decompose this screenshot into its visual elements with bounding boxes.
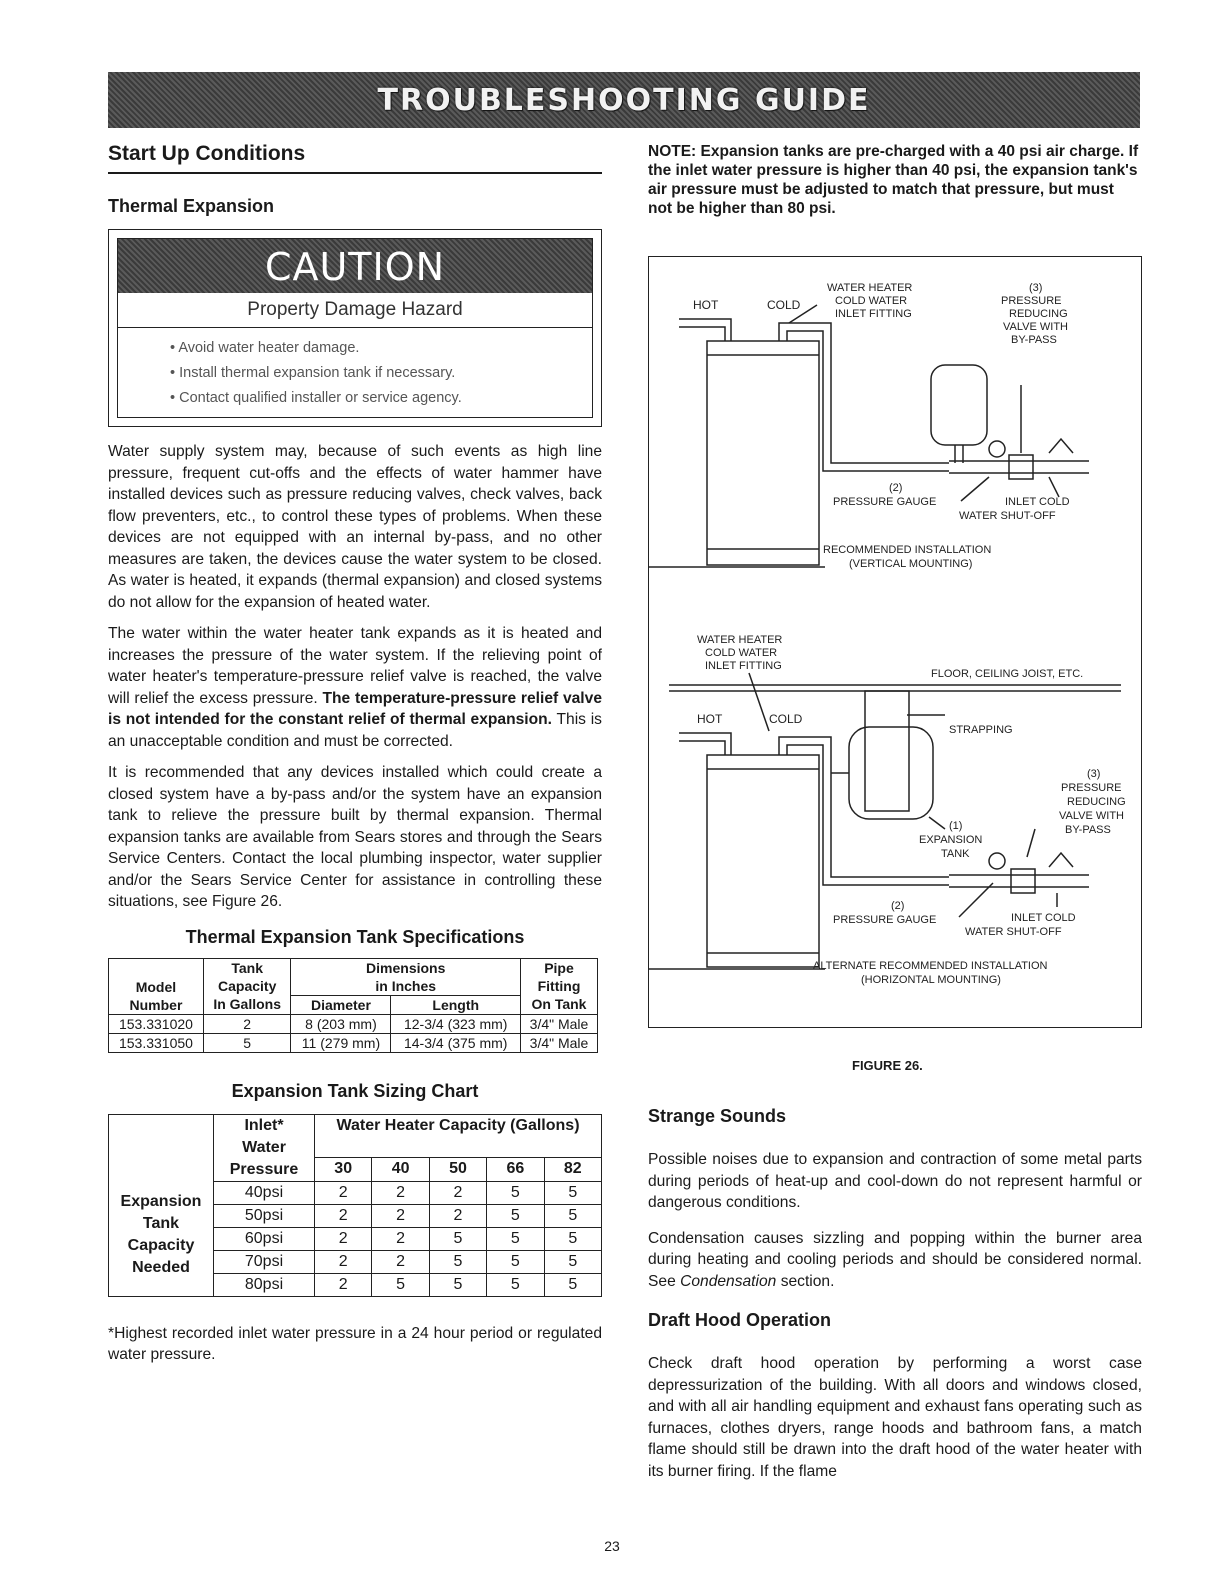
spec-header-text: In Gallons [213,995,282,1012]
water-heater-tank-2 [707,755,819,967]
caption-vertical: (VERTICAL MOUNTING) [849,558,973,570]
strapping [865,691,909,811]
label-fitting-top: COLD WATER [835,295,908,307]
table-cell: 5 [429,1227,486,1250]
spec-table [108,958,598,1053]
label-cold-top: COLD [767,298,801,312]
figure-26 [648,256,1142,1028]
label-fitting-top: INLET FITTING [835,308,912,320]
table-cell: 80psi [214,1273,315,1296]
table-cell: 5 [487,1181,544,1204]
shutoff-valve-icon [1049,439,1073,453]
label-tank: TANK [941,848,970,860]
label-gauge-top: (2) [889,482,903,494]
label-prv-top: VALVE WITH [1003,321,1068,333]
page-number: 23 [604,1538,620,1554]
table-cell: 2 [315,1181,372,1204]
table-cell: 3/4" Male [520,1033,597,1052]
sizing-header-inlet [214,1114,315,1181]
table-cell: 14-3/4 (375 mm) [391,1033,521,1052]
table-cell: 40psi [214,1181,315,1204]
spec-header-text: Model [135,978,177,995]
table-cell: 5 [487,1227,544,1250]
table-cell: 2 [315,1273,372,1296]
label-gauge-top: PRESSURE GAUGE [833,496,937,508]
spec-header-length: Length [391,995,521,1014]
label-fitting-top: WATER HEATER [827,282,913,294]
label-strapping: STRAPPING [949,724,1013,736]
sizing-row-label-text: Capacity [127,1237,195,1254]
spec-header-dimensions [291,958,521,995]
caution-subheading: Property Damage Hazard [118,293,592,328]
table-cell: 5 [372,1273,429,1296]
label-shutoff-top: WATER SHUT-OFF [959,510,1056,522]
figure-caption: FIGURE 26. [852,1058,923,1073]
label-cold-bottom: COLD [769,712,803,726]
caption-vertical: RECOMMENDED INSTALLATION [823,544,992,556]
banner-title: TROUBLESHOOTING GUIDE [377,82,871,118]
section-title: Start Up Conditions [108,142,602,174]
table-cell: 2 [429,1204,486,1227]
spec-header-text: Number [129,996,183,1013]
prv-valve-icon [1009,455,1033,479]
right-column-lower [648,1106,1142,1482]
spec-header-text: in Inches [375,977,437,994]
water-heater-tank [707,341,819,565]
label-fitting-bottom: WATER HEATER [697,634,783,646]
spec-header-text: On Tank [531,995,587,1012]
spec-header-tank [203,958,291,1014]
left-column [108,142,602,1366]
sizing-row-label-text: Expansion [120,1193,202,1210]
table-cell: 5 [487,1273,544,1296]
sizing-capacity-header: 82 [544,1157,601,1181]
sizing-chart-table [108,1114,602,1297]
label-prv-top: REDUCING [1009,308,1068,320]
paragraph-text: This is an unacceptable condition and must be corrected. [108,711,602,750]
paragraph-recommendation: It is recommended that any devices installed which could create a closed system have a by-pass and/or the system have an expansion tank to relieve the pressure built by thermal expansion. Thermal expansion tanks are available from Sears stores and through the Sears Service Centers. Contact the local plumbing inspector, water supplier and/or the Sears Service Center for assistance in controlling these situations, see Figure 26. [108,764,602,910]
label-hot-top: HOT [693,298,719,312]
caption-horizontal: (HORIZONTAL MOUNTING) [861,974,1001,986]
sizing-capacity-header: 30 [315,1157,372,1181]
table-cell: 2 [429,1181,486,1204]
spec-header-diameter: Diameter [291,995,391,1014]
sizing-chart-title: Expansion Tank Sizing Chart [231,1080,479,1101]
table-cell: 5 [544,1181,601,1204]
draft-hood-title: Draft Hood Operation [648,1310,831,1330]
sizing-row-label-text: Needed [132,1259,190,1276]
table-cell: 2 [315,1204,372,1227]
spec-header-text: Dimensions [366,959,446,976]
right-column [648,142,1142,218]
label-shutoff-bottom: INLET COLD [1011,912,1076,924]
table-cell: 11 (279 mm) [291,1033,391,1052]
expansion-note: NOTE: Expansion tanks are pre-charged with a 40 psi air charge. If the inlet water pressure is higher than 40 psi, the expansion tank's air pressure must be adjusted to match that pressure, but must not be higher than 80 psi. [648,143,1139,217]
label-prv-bottom: REDUCING [1067,796,1126,808]
caution-item: • Contact qualified installer or service agency. [170,386,592,411]
paragraph-text: Condensation causes sizzling and popping within the burner area during heating and cooling periods and should be considered normal. See [648,1229,1142,1290]
table-cell: 2 [372,1250,429,1273]
label-prv-top: (3) [1029,282,1043,294]
spec-header-model [109,958,204,1014]
table-cell: 12-3/4 (323 mm) [391,1014,521,1033]
sizing-row-label-text: Tank [142,1215,180,1232]
table-cell: 2 [315,1227,372,1250]
label-prv-bottom: VALVE WITH [1059,810,1124,822]
table-cell: 153.331050 [109,1033,204,1052]
spec-header-pipe [520,958,597,1014]
strange-sounds-paragraph: Possible noises due to expansion and contraction of some metal parts during periods of heat-up and cool-down do not represent harmful or dangerous conditions. [648,1151,1142,1211]
paragraph-bold-warning: The temperature-pressure relief valve is not intended for the constant relief of thermal expansion. [108,689,602,728]
caution-item: • Install thermal expansion tank if necessary. [170,361,592,386]
strange-sounds-title: Strange Sounds [648,1106,787,1126]
table-cell: 2 [315,1250,372,1273]
table-cell: 2 [372,1204,429,1227]
caution-item: • Avoid water heater damage. [170,336,592,361]
spec-table-title: Thermal Expansion Tank Specifications [185,926,525,947]
sizing-capacity-header: 50 [429,1157,486,1181]
label-prv-bottom: PRESSURE [1061,782,1122,794]
table-row [109,1014,598,1033]
caption-horizontal: ALTERNATE RECOMMENDED INSTALLATION [813,960,1048,972]
table-cell: 70psi [214,1250,315,1273]
caution-list [118,328,592,417]
sizing-row-label [109,1114,214,1296]
expansion-tank-horizontal [849,727,933,819]
label-prv-top: BY-PASS [1011,334,1057,346]
label-prv-bottom: (3) [1087,768,1101,780]
label-gauge-bottom: (2) [891,900,905,912]
table-cell: 5 [429,1250,486,1273]
table-cell: 2 [372,1181,429,1204]
table-cell: 3/4" Male [520,1014,597,1033]
paragraph-supply-system: Water supply system may, because of such events as high line pressure, frequent cut-offs and the effects of water hammer have installed devices such as pressure reducing valves, check valves, back flow preventers, etc., to control these types of problems. When these devices are not equipped with an internal by-pass, and no other measures are taken, the devices cause the water system to be closed. As water is heated, it expands (thermal expansion) and closed systems do not allow for the expansion of heated water. [108,443,602,611]
paragraph-text: section. [780,1272,835,1290]
label-tank: (1) [949,820,963,832]
label-shutoff-bottom: WATER SHUT-OFF [965,926,1062,938]
caution-heading: CAUTION [118,239,592,293]
condensation-paragraph [648,1228,1142,1293]
label-shutoff-top: INLET COLD [1005,496,1070,508]
draft-hood-paragraph: Check draft hood operation by performing a worst case depressurization of the building. With all doors and windows closed, and with all air handling equipment and exhaust fans operating such as furnaces, clothes dryers, range hoods and bathroom fans, a match flame should still be drawn into the draft hood of the water heater with its burner firing. If the flame [648,1355,1142,1480]
table-cell: 5 [487,1204,544,1227]
pressure-gauge-icon [989,441,1005,457]
label-fitting-bottom: INLET FITTING [705,660,782,672]
table-cell: 5 [429,1273,486,1296]
shutoff-valve-icon [1049,853,1073,867]
expansion-tank-vertical [931,365,987,445]
label-fitting-bottom: COLD WATER [705,647,778,659]
section-banner [108,72,1140,128]
sizing-header-text: Water [242,1138,286,1156]
caution-box [108,229,602,427]
spec-header-text: Fitting [537,977,581,994]
spec-header-text: Tank [231,959,263,976]
prv-valve-icon [1011,869,1035,893]
table-cell: 2 [372,1227,429,1250]
spec-header-text: Pipe [544,959,574,976]
table-cell: 8 (203 mm) [291,1014,391,1033]
installation-diagram [649,257,1141,1027]
label-gauge-bottom: PRESSURE GAUGE [833,914,937,926]
label-floor: FLOOR, CEILING JOIST, ETC. [931,668,1084,680]
table-cell: 5 [544,1227,601,1250]
sizing-header-capacity: Water Heater Capacity (Gallons) [315,1114,602,1137]
table-cell: 5 [544,1273,601,1296]
sizing-capacity-header: 40 [372,1157,429,1181]
label-tank: EXPANSION [919,834,983,846]
label-hot-bottom: HOT [697,712,723,726]
spec-header-text: Capacity [218,977,277,994]
pressure-gauge-icon [989,853,1005,869]
subsection-title: Thermal Expansion [108,196,275,216]
table-cell: 60psi [214,1227,315,1250]
table-cell: 5 [544,1250,601,1273]
sizing-header-text: Pressure [229,1160,299,1178]
footnote: *Highest recorded inlet water pressure in a 24 hour period or regulated water pressure. [108,1324,602,1363]
paragraph-tank-expands [108,623,602,752]
sizing-header-text: Inlet* [244,1116,284,1134]
label-prv-bottom: BY-PASS [1065,824,1111,836]
table-cell: 2 [203,1014,291,1033]
sizing-capacity-header: 66 [487,1157,544,1181]
table-cell: 5 [203,1033,291,1052]
condensation-link-text: Condensation [680,1272,777,1290]
table-cell: 50psi [214,1204,315,1227]
table-cell: 5 [487,1250,544,1273]
hot-pipe [679,319,731,341]
table-cell: 153.331020 [109,1014,204,1033]
table-cell: 5 [544,1204,601,1227]
paragraph-text: The water within the water heater tank expands as it is heated and increases the pressure of the water system. If the relieving point of water heater's temperature-pressure relief valve is reached, the valve will relief the excess pressure. [108,625,602,707]
table-row [109,1033,598,1052]
label-prv-top: PRESSURE [1001,295,1062,307]
